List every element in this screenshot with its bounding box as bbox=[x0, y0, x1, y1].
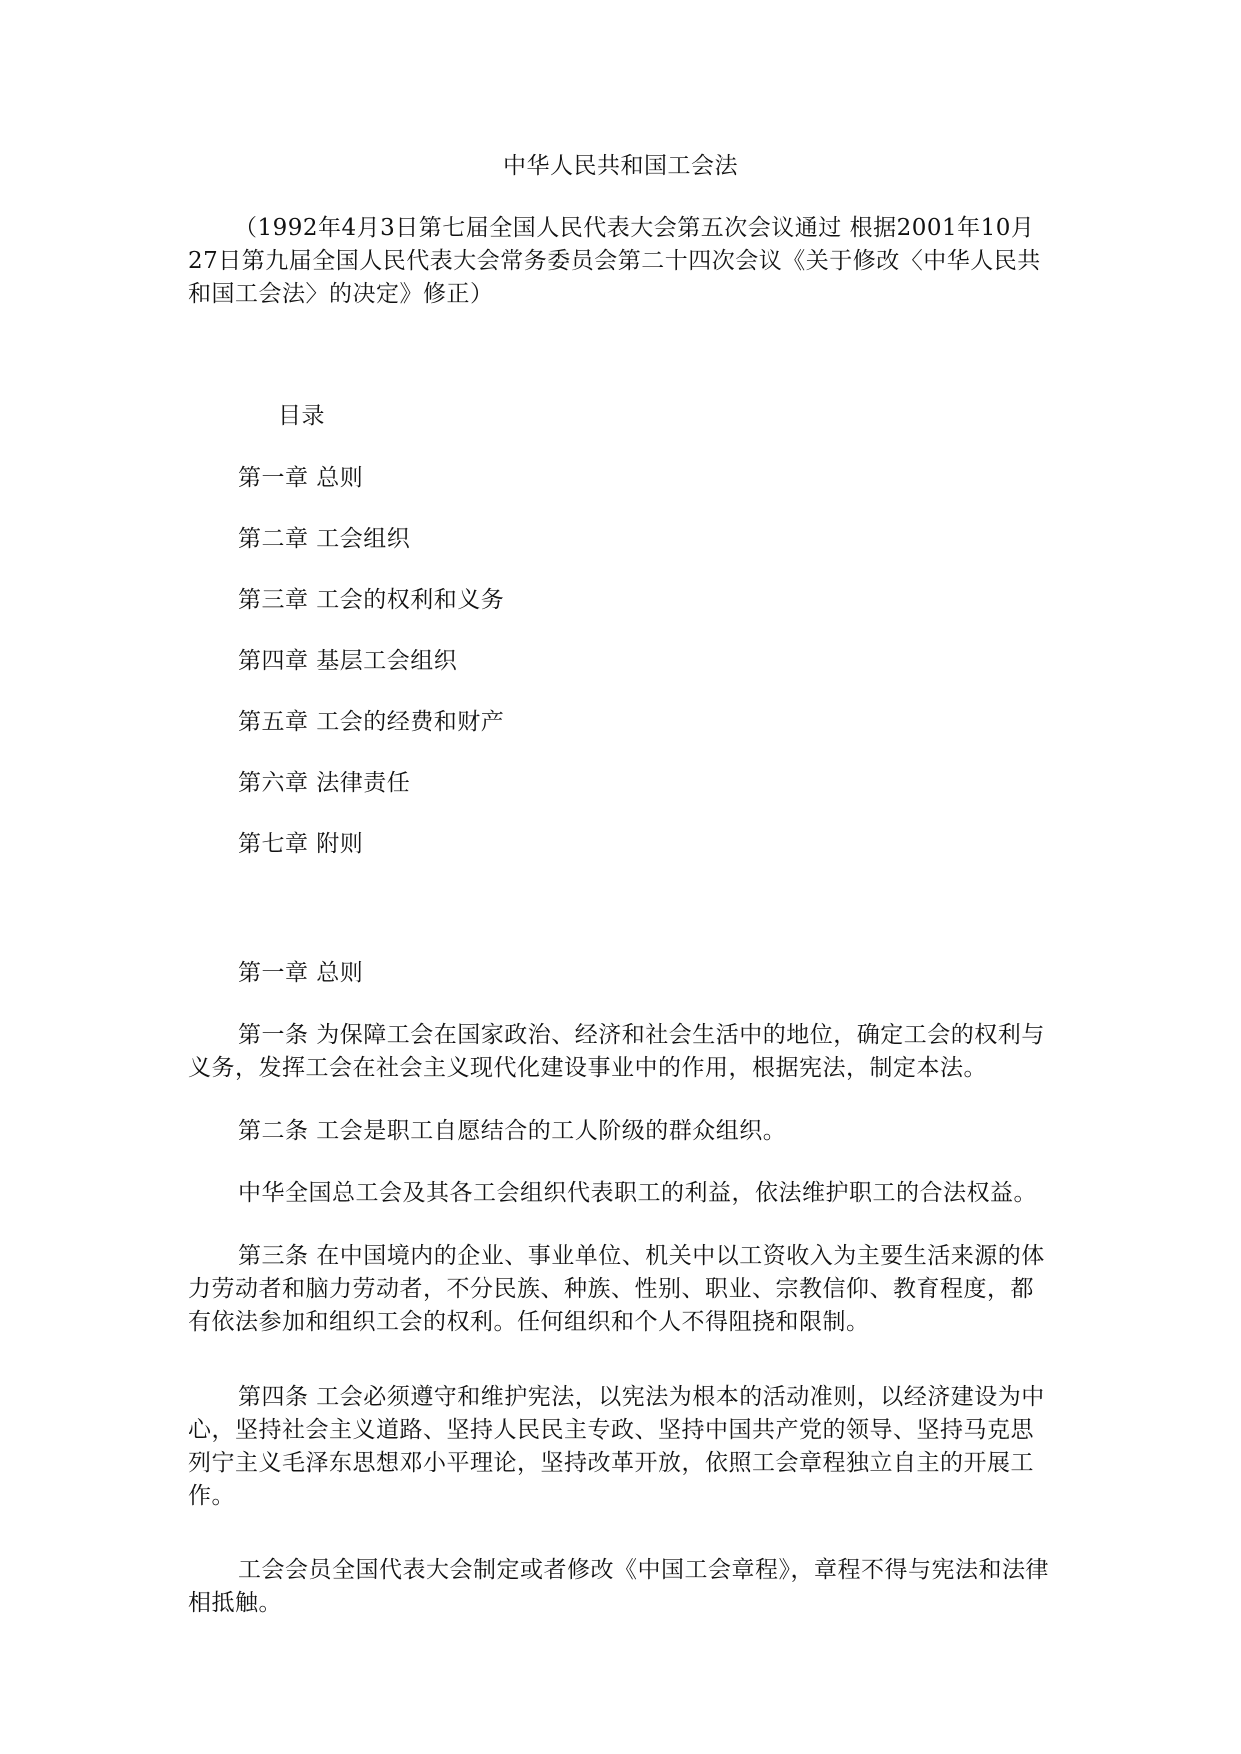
article-paragraph: 工会会员全国代表大会制定或者修改《中国工会章程》，章程不得与宪法和法律相抵触。 bbox=[188, 1557, 1049, 1616]
chapter-heading: 第一章 总则 bbox=[238, 960, 364, 986]
toc-item: 第四章 基层工会组织 bbox=[238, 648, 458, 674]
toc-item: 第六章 法律责任 bbox=[238, 770, 411, 796]
toc-item: 第三章 工会的权利和义务 bbox=[238, 587, 505, 613]
article-paragraph: 第一条 为保障工会在国家政治、经济和社会生活中的地位，确定工会的权利与义务，发挥工会在社会主义现代化建设事业中的作用，根据宪法，制定本法。 bbox=[188, 1022, 1045, 1081]
toc-item: 第五章 工会的经费和财产 bbox=[238, 709, 505, 735]
toc-item: 第二章 工会组织 bbox=[238, 526, 411, 552]
toc-item: 第七章 附则 bbox=[238, 831, 364, 857]
document-title: 中华人民共和国工会法 bbox=[503, 153, 738, 179]
revision-note: （1992年4月3日第七届全国人民代表大会第五次会议通过 根据2001年10月27日第九届全国人民代表大会常务委员会第二十四次会议《关于修改〈中华人民共和国工会法〉的决定》修正） bbox=[188, 215, 1041, 307]
article-paragraph: 第二条 工会是职工自愿结合的工人阶级的群众组织。 bbox=[238, 1118, 787, 1144]
toc-heading: 目录 bbox=[278, 403, 325, 429]
article-paragraph: 第三条 在中国境内的企业、事业单位、机关中以工资收入为主要生活来源的体力劳动者和脑力劳动者，不分民族、种族、性别、职业、宗教信仰、教育程度，都有依法参加和组织工会的权利。任何组织和个人不得阻挠和限制。 bbox=[188, 1243, 1045, 1335]
article-paragraph: 中华全国总工会及其各工会组织代表职工的利益，依法维护职工的合法权益。 bbox=[238, 1180, 1037, 1206]
article-paragraph: 第四条 工会必须遵守和维护宪法，以宪法为根本的活动准则，以经济建设为中心，坚持社会主义道路、坚持人民民主专政、坚持中国共产党的领导、坚持马克思列宁主义毛泽东思想邓小平理论，坚持改革开放，依照工会章程独立自主的开展工作。 bbox=[188, 1384, 1045, 1509]
toc-item: 第一章 总则 bbox=[238, 465, 364, 491]
